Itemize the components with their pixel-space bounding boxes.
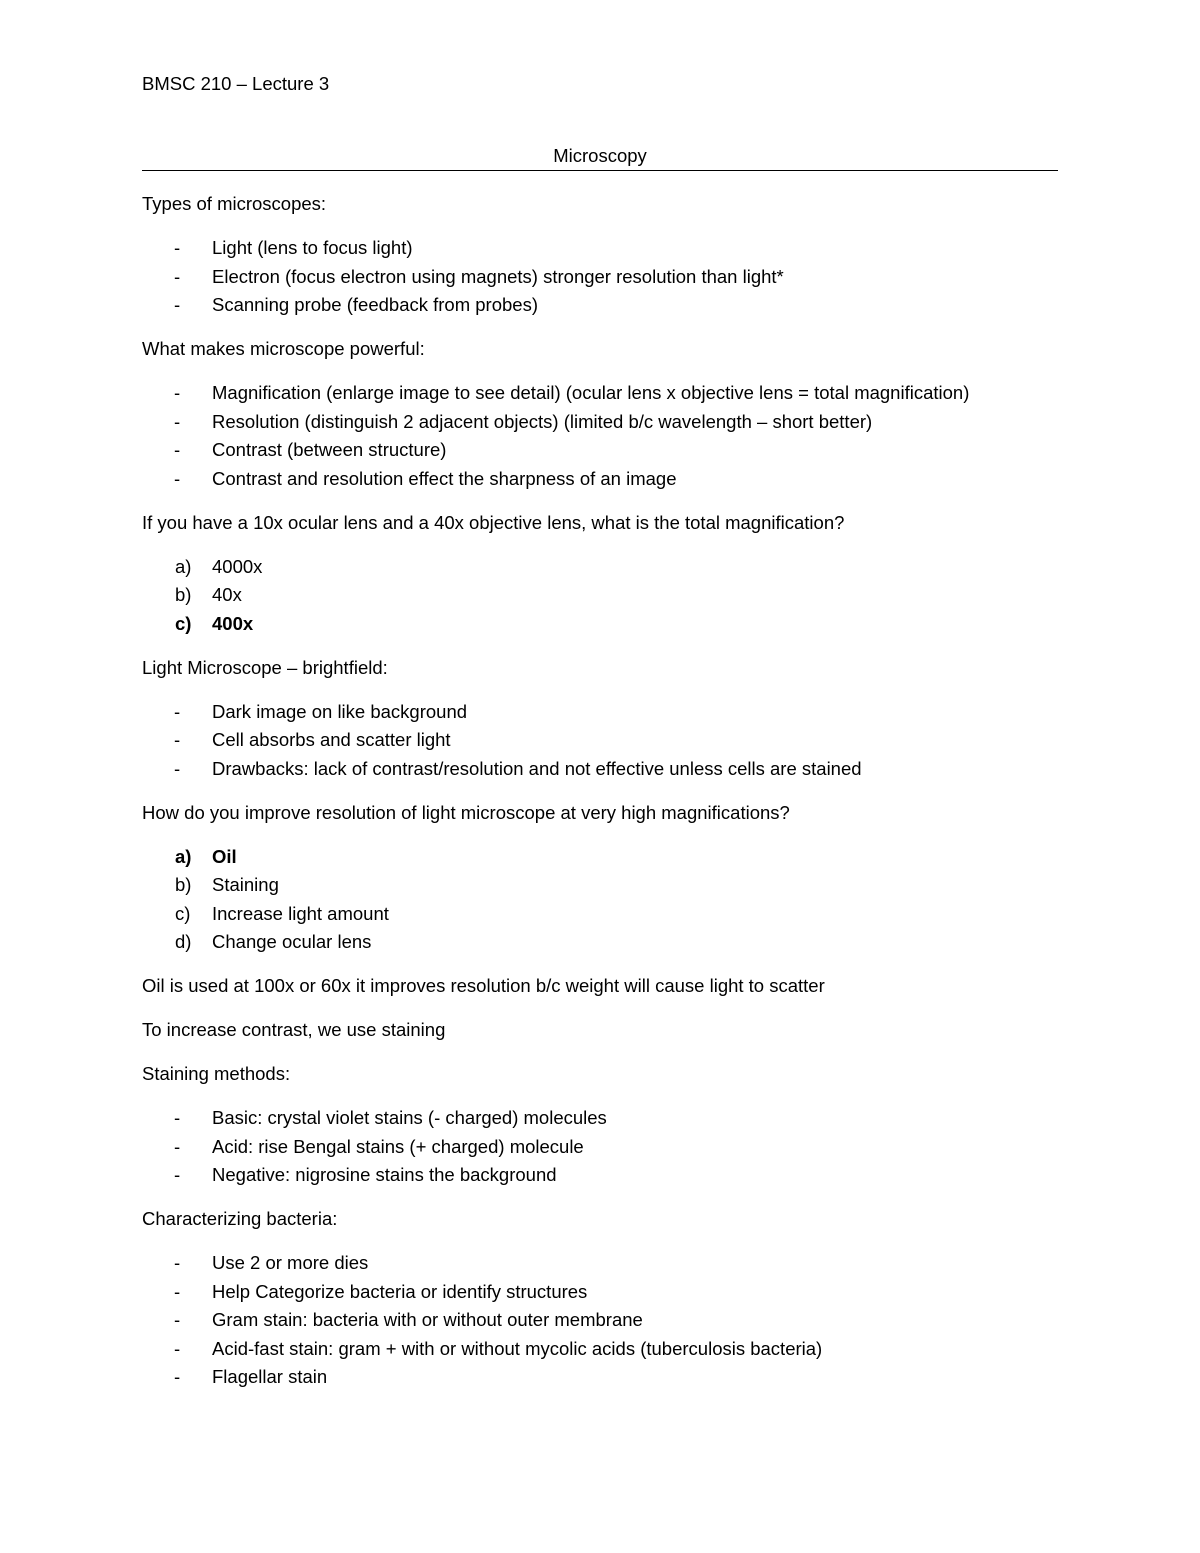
option-c: c) Increase light amount [175,902,389,924]
list-item: - Scanning probe (feedback from probes) [142,291,1082,320]
bullet-dash: - [174,410,181,432]
bullet-dash: - [174,1337,181,1359]
brightfield-heading: Light Microscope – brightfield: [142,656,388,678]
page-title-text: Microscopy [553,145,647,166]
oil-note: Oil is used at 100x or 60x it improves resolution b/c weight will cause light to scatter [142,975,825,996]
bullet-dash: - [174,237,181,258]
bullet-dash: - [174,700,181,722]
list-item: - Magnification (enlarge image to see detail) (ocular lens x objective lens = total magnification) [142,379,1082,408]
page-title [142,144,1058,171]
staining-list [142,1104,1082,1190]
option-b: b) Staining [175,874,279,895]
contrast-note: To increase contrast, we use staining [142,1019,446,1040]
option-b: b) 40x [175,584,242,605]
staining-heading: Staining methods: [142,1063,291,1084]
question-2: How do you improve resolution of light microscope at very high magnifications? [142,801,790,823]
characterizing-list [142,1249,1082,1392]
document-body [142,190,1082,1407]
course-header: BMSC 210 – Lecture 3 [142,73,330,94]
bullet-dash: - [174,467,181,489]
bullet-dash: - [174,729,181,750]
question-1-options [142,553,1082,639]
list-item: - Light (lens to focus light) [142,234,1082,263]
bullet-dash: - [174,294,181,315]
bullet-dash: - [174,382,181,403]
brightfield-list [142,698,1082,784]
bullet-dash: - [174,1309,181,1330]
question-1: If you have a 10x ocular lens and a 40x objective lens, what is the total magnification? [142,511,845,533]
bullet-dash: - [174,439,181,460]
list-item: - Contrast (between structure) [142,436,1082,465]
list-item: - Acid: rise Bengal stains (+ charged) molecule [142,1133,1082,1162]
list-item: - Dark image on like background [142,698,1082,727]
option-a-answer: a) Oil [175,845,237,867]
types-heading: Types of microscopes: [142,193,327,214]
bullet-dash: - [174,1280,181,1302]
bullet-dash: - [174,1164,181,1185]
bullet-dash: - [174,1252,181,1273]
list-item: - Gram stain: bacteria with or without outer membrane [142,1306,1082,1335]
powerful-list [142,379,1082,493]
list-item: - Cell absorbs and scatter light [142,726,1082,755]
list-item: - Use 2 or more dies [142,1249,1082,1278]
option-c-answer: c) 400x [175,612,254,634]
bullet-dash: - [174,265,181,287]
option-d: d) Change ocular lens [175,931,372,952]
bullet-dash: - [174,1366,181,1387]
list-item: - Acid-fast stain: gram + with or without mycolic acids (tuberculosis bacteria) [142,1335,1082,1364]
bullet-dash: - [174,757,181,779]
list-item: - Electron (focus electron using magnets) stronger resolution than light* [142,263,1082,292]
list-item: - Drawbacks: lack of contrast/resolution and not effective unless cells are stained [142,755,1082,784]
bullet-dash: - [174,1107,181,1128]
question-2-options [142,843,1082,957]
list-item: - Negative: nigrosine stains the background [142,1161,1082,1190]
list-item: - Basic: crystal violet stains (- charged) molecules [142,1104,1082,1133]
types-list [142,234,1082,320]
list-item: - Help Categorize bacteria or identify structures [142,1278,1082,1307]
characterizing-heading: Characterizing bacteria: [142,1208,338,1229]
bullet-dash: - [174,1135,181,1157]
list-item: - Resolution (distinguish 2 adjacent objects) (limited b/c wavelength – short better) [142,408,1082,437]
powerful-heading: What makes microscope powerful: [142,338,425,359]
option-a: a) 4000x [175,555,263,577]
list-item: - Flagellar stain [142,1363,1082,1392]
list-item: - Contrast and resolution effect the sharpness of an image [142,465,1082,494]
